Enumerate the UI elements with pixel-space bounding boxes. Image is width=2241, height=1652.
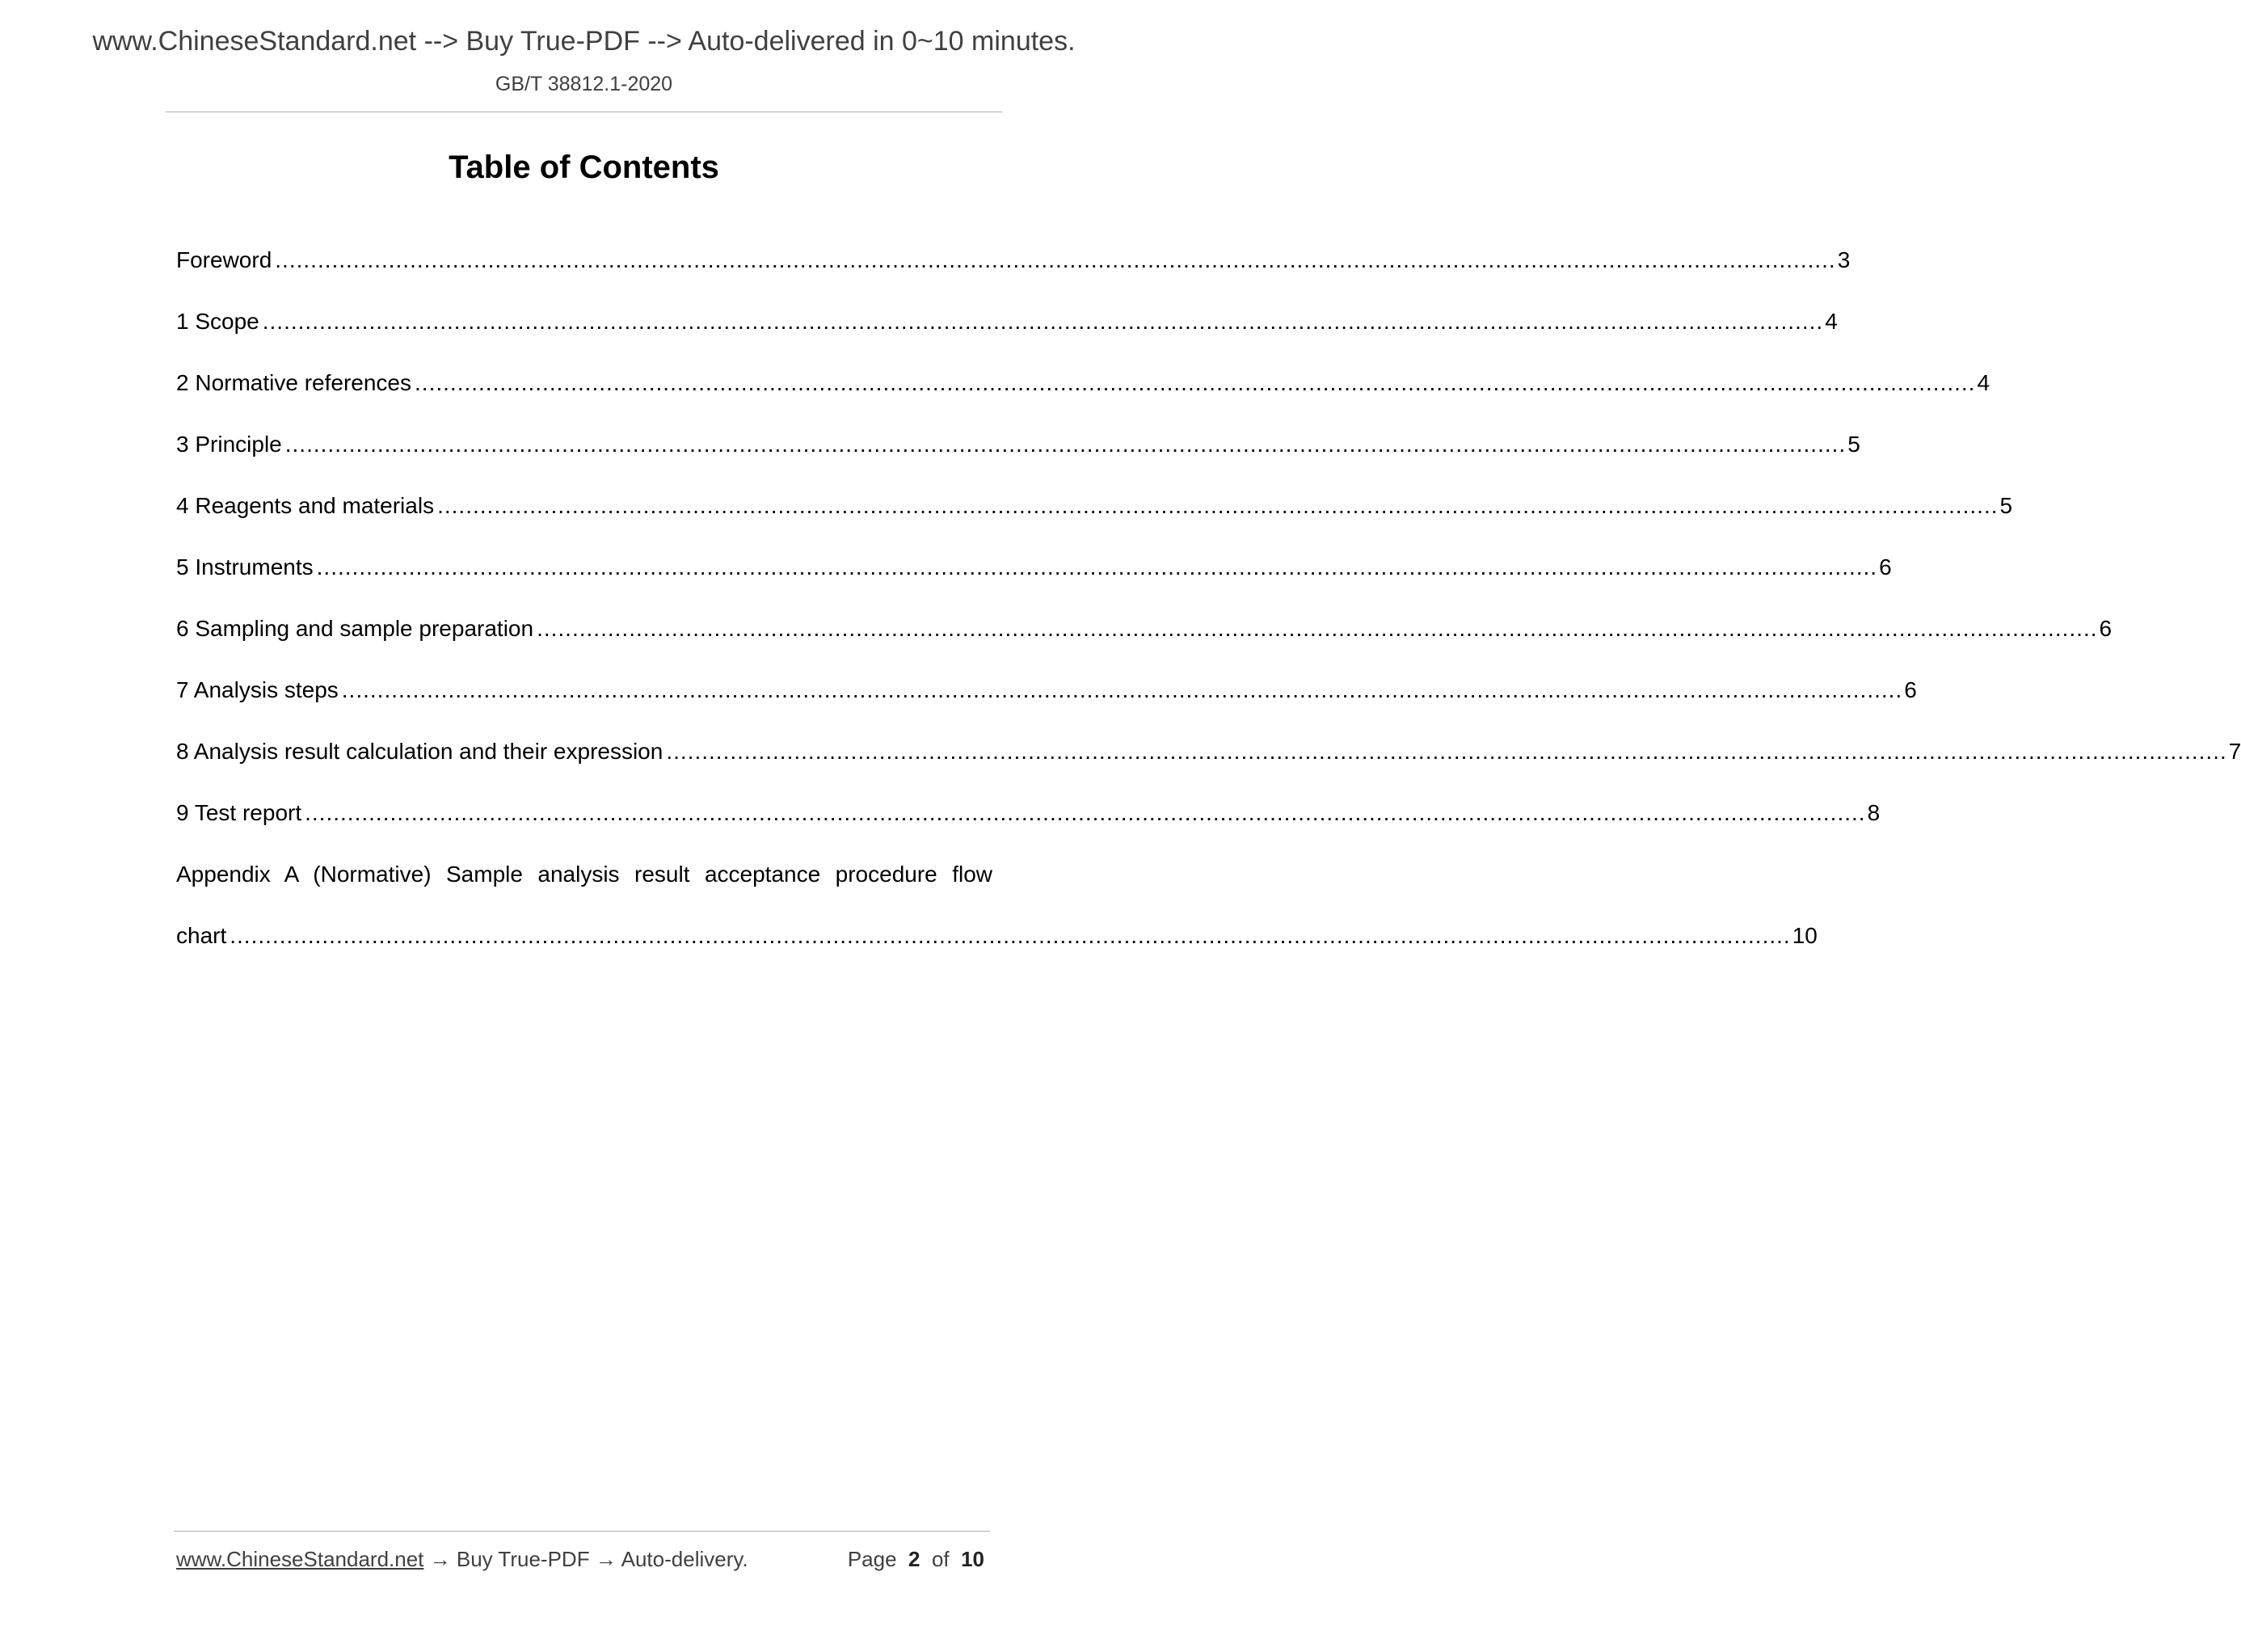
toc-leader: ............................................................................................................................................................................................................................ <box>437 493 1999 518</box>
toc-leader: ............................................................................................................................................................................................................................ <box>230 923 1791 948</box>
toc-leader: ............................................................................................................................................................................................................................ <box>305 800 1866 825</box>
toc-entry-normative-references[interactable] <box>176 365 1990 427</box>
toc-entry-page: 6 <box>1904 677 1917 702</box>
footer-buy-text: Buy True-PDF <box>456 1547 590 1571</box>
toc-entry-page: 4 <box>1825 309 1838 334</box>
current-page-number: 2 <box>908 1547 920 1571</box>
header-banner: www.ChineseStandard.net --> Buy True-PDF --> Auto-delivered in 0~10 minutes. <box>92 26 1076 57</box>
page-title: Table of Contents <box>449 150 719 185</box>
toc-entry-page: 6 <box>2099 616 2113 641</box>
toc-entry-page: 5 <box>1847 432 1860 457</box>
toc-entry-foreword[interactable] <box>176 242 1851 304</box>
toc-entry-page: 5 <box>1999 493 2013 518</box>
toc-leader: ............................................................................................................................................................................................................................ <box>537 616 2098 641</box>
toc-leader: ............................................................................................................................................................................................................................ <box>262 309 1824 334</box>
toc-entry-label: 5 Instruments <box>176 554 314 579</box>
toc-entry-page: 6 <box>1879 554 1892 579</box>
page-number-indicator <box>848 1547 984 1572</box>
toc-entry-page: 3 <box>1837 247 1851 272</box>
toc-entry-analysis-steps[interactable] <box>176 672 1917 734</box>
toc-entry-scope[interactable] <box>176 304 1838 365</box>
toc-entry-label: 4 Reagents and materials <box>176 493 435 518</box>
arrow-right-icon: → <box>429 1547 451 1571</box>
toc-leader: ............................................................................................................................................................................................................................ <box>666 739 2227 764</box>
toc-entry-label: 7 Analysis steps <box>176 677 339 702</box>
toc-entry-label: 3 Principle <box>176 432 282 457</box>
page-footer <box>176 1547 984 1572</box>
document-code: GB/T 38812.1-2020 <box>495 73 673 95</box>
toc-entry-label: 2 Normative references <box>176 370 412 395</box>
toc-leader: ............................................................................................................................................................................................................................ <box>284 432 1847 457</box>
toc-entry-result-calculation[interactable] <box>176 734 2241 795</box>
footer-delivery-text: Auto-delivery. <box>621 1547 748 1571</box>
toc-entry-label: 9 Test report <box>176 800 302 825</box>
toc-entry-principle[interactable] <box>176 427 1860 488</box>
toc-entry-label: 8 Analysis result calculation and their expression <box>176 739 663 764</box>
toc-entry-page: 4 <box>1977 370 1990 395</box>
toc-entry-page: 8 <box>1867 800 1881 825</box>
toc-leader: ............................................................................................................................................................................................................................ <box>275 247 1836 272</box>
table-of-contents <box>176 242 2241 980</box>
of-word: of <box>931 1547 950 1571</box>
toc-entry-label: chart <box>176 923 227 948</box>
toc-entry-label: 1 Scope <box>176 309 259 334</box>
toc-leader: ............................................................................................................................................................................................................................ <box>316 554 1878 579</box>
toc-entry-label: 6 Sampling and sample preparation <box>176 616 534 641</box>
toc-entry-test-report[interactable] <box>176 795 1881 857</box>
toc-leader: ............................................................................................................................................................................................................................ <box>341 677 1903 702</box>
toc-entry-reagents[interactable] <box>176 488 2013 550</box>
arrow-right-icon: → <box>595 1547 617 1571</box>
toc-entry-instruments[interactable] <box>176 550 1892 611</box>
toc-entry-appendix-line2[interactable] <box>176 918 1818 980</box>
page-word: Page <box>847 1547 897 1571</box>
toc-entry-label: Foreword <box>176 247 272 272</box>
total-pages: 10 <box>961 1547 984 1571</box>
toc-entry-sampling[interactable] <box>176 611 2113 672</box>
footer-site-link[interactable]: www.ChineseStandard.net <box>176 1547 424 1571</box>
toc-entry-page: 7 <box>2228 739 2241 764</box>
toc-entry-page: 10 <box>1792 923 1818 948</box>
footer-divider <box>174 1531 990 1532</box>
toc-leader: ............................................................................................................................................................................................................................ <box>415 370 1976 395</box>
toc-entry-appendix-line1[interactable]: Appendix A (Normative) Sample analysis result acceptance procedure flow <box>176 862 992 887</box>
